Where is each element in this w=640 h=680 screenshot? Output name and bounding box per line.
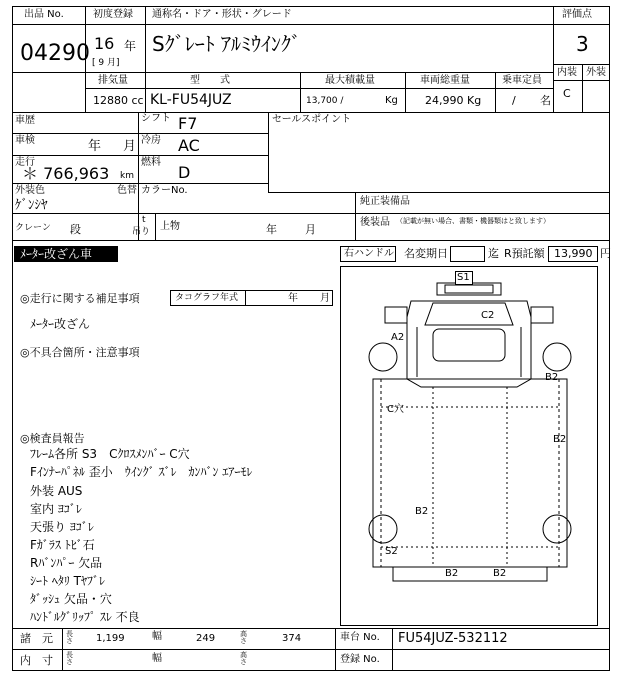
upper-body-label: 上物 [160,221,180,232]
tachograph-year-unit: 年 [288,293,298,304]
chassis-number: FU54JUZ-532112 [398,631,508,646]
mark-b2-right-upper: B2 [545,372,559,383]
inner-height-label: 高さ [240,651,247,667]
inner-length-label: 長さ [66,651,73,667]
model-label: 型 式 [190,75,230,86]
mark-s2: S2 [385,546,398,557]
lot-label: 出品 No. [24,9,64,20]
mark-b2-right-mid: B2 [553,434,567,445]
capacity-value: / [512,94,516,107]
spec-label: 諸 元 [20,632,53,645]
max-load-value: 13,700 / [306,96,344,106]
max-load-label: 最大積載量 [325,75,375,86]
mark-c-hole: C穴 [387,404,404,415]
name-change-until: 迄 [488,247,499,260]
interior-grade-label: 内装 [557,67,577,78]
truck-diagram [340,266,598,626]
inspector-line: 室内 ﾖｺﾞﾚ [30,502,82,516]
recycle-deposit-unit: 円 [600,247,611,260]
history-label: 車歴 [15,115,35,126]
grade-value: 3 [576,32,589,56]
fuel-label: 燃料 [141,157,161,168]
genuine-equipment-label: 純正装備品 [360,196,410,207]
mark-b2-bottom-right: B2 [493,568,507,579]
chassis-label: 車台 No. [340,632,380,643]
mark-s1: S1 [457,272,470,283]
inspector-line: 天張り ﾖｺﾞﾚ [30,520,94,534]
sales-point-label: セールスポイント [272,114,352,125]
inspector-line: 外装 AUS [30,484,83,498]
crane-stage: 段 [70,223,81,236]
inspection-label: 車検 [15,135,35,146]
registration-year-unit: 年 [124,39,137,53]
shift-label: シフト [141,113,171,124]
inspector-line: ﾌﾚｰﾑ各所 S3 Cｸﾛｽﾒﾝﾊﾞｰ C穴 [30,447,190,461]
length-label: 長さ [66,630,73,646]
defects-heading: ◎不具合箇所・注意事項 [20,346,140,359]
color-code-label: カラーNo. [141,185,188,196]
inner-width-label: 幅 [152,653,162,664]
gross-weight-label: 車両総重量 [420,75,470,86]
model-code: KL-FU54JUZ [150,92,232,108]
mark-a2: A2 [391,332,405,343]
mark-c2: C2 [481,310,495,321]
inspector-line: Fｲﾝﾅｰﾊﾟﾈﾙ 歪小 ｳｲﾝｸﾞ ｽﾞﾚ ｶﾝﾊﾞﾝ ｴｱｰﾓﾚ [30,465,253,479]
length-value: 1,199 [96,633,125,644]
inspector-line: ﾊﾝﾄﾞﾙｸﾞﾘｯﾌﾟ ｽﾚ 不良 [30,610,140,624]
inspection-month-unit: 月 [123,139,137,154]
car-name: Sｸﾞﾚｰﾄ ｱﾙﾐｳｲﾝｸﾞ [152,32,302,56]
inspector-line: ｼｰﾄ ﾍﾀﾘ Tﾔﾌﾞﾚ [30,574,105,588]
width-value: 249 [196,633,216,644]
tachograph-month-unit: 月 [320,293,330,304]
inspector-line: Fｶﾞﾗｽ ﾄﾋﾞ石 [30,538,95,552]
driving-notes-heading: ◎走行に関する補足事項 [20,292,140,305]
interior-grade-value: C [563,87,571,100]
car-name-label: 通称名・ドア・形状・グレード [152,9,292,20]
shift-value: F7 [178,114,198,133]
exterior-grade-label: 外装 [586,67,606,78]
upper-body-month-unit: 月 [305,223,316,236]
exterior-color-value: ｹﾞﾝｼﾔ [15,198,48,213]
inspector-line: Rﾊﾞﾝﾊﾟｰ 欠品 [30,556,103,570]
driving-note: ﾒｰﾀｰ改ざん [30,317,91,331]
grade-label: 評価点 [562,9,592,20]
aircon-label: 冷房 [141,135,161,146]
color-change-label: 色替 [117,185,137,196]
fuel-value: D [178,163,191,182]
aftermarket-label: 後装品 [360,217,390,228]
mark-b2-left: B2 [415,506,429,517]
recycle-deposit-value: 13,990 [554,247,593,260]
right-hand-drive: 右ハンドル [344,248,394,259]
inspector-report-heading: ◎検査員報告 [20,432,85,445]
aftermarket-note: （記載が無い場合、書類・機器類はと致します） [396,217,550,225]
max-load-unit: Kg [385,95,398,106]
crane-hook-t: t [142,215,146,225]
mileage-label: 走行 [15,157,35,168]
capacity-unit: 名 [540,94,551,107]
displacement-label: 排気量 [98,75,128,86]
crane-hook: 吊り [132,227,151,237]
gross-weight-value: 24,990 Kg [425,94,482,107]
recycle-deposit-label: R預託額 [504,247,545,260]
crane-label: クレーン [15,223,51,233]
tachograph-label: タコグラフ年式 [175,293,239,303]
width-label: 幅 [152,631,162,642]
registration-number-label: 登録 No. [340,654,380,665]
inner-dimension-label: 内 寸 [20,654,53,667]
inspection-year-unit: 年 [88,139,102,154]
first-registration-label: 初度登録 [93,9,133,20]
mileage-value: ＊ 766,963 [22,164,110,183]
registration-month: [ 9 月] [92,58,120,68]
name-change-label: 名変期日 [404,247,448,260]
displacement-value: 12880 cc [93,94,144,107]
height-value: 374 [282,633,302,644]
tampered-meter-banner: ﾒｰﾀｰ改ざん車 [14,246,118,262]
mark-b2-bottom-left: B2 [445,568,459,579]
mileage-unit: km [120,171,134,181]
aircon-value: AC [178,136,200,155]
registration-year: 16 [94,34,115,53]
capacity-label: 乗車定員 [502,75,542,86]
lot-number: 04290 [20,41,90,66]
inspector-line: ﾀﾞｯｼｭ 欠品・穴 [30,592,112,606]
exterior-color-label: 外装色 [15,185,45,196]
upper-body-year-unit: 年 [266,223,277,236]
height-label: 高さ [240,630,247,646]
